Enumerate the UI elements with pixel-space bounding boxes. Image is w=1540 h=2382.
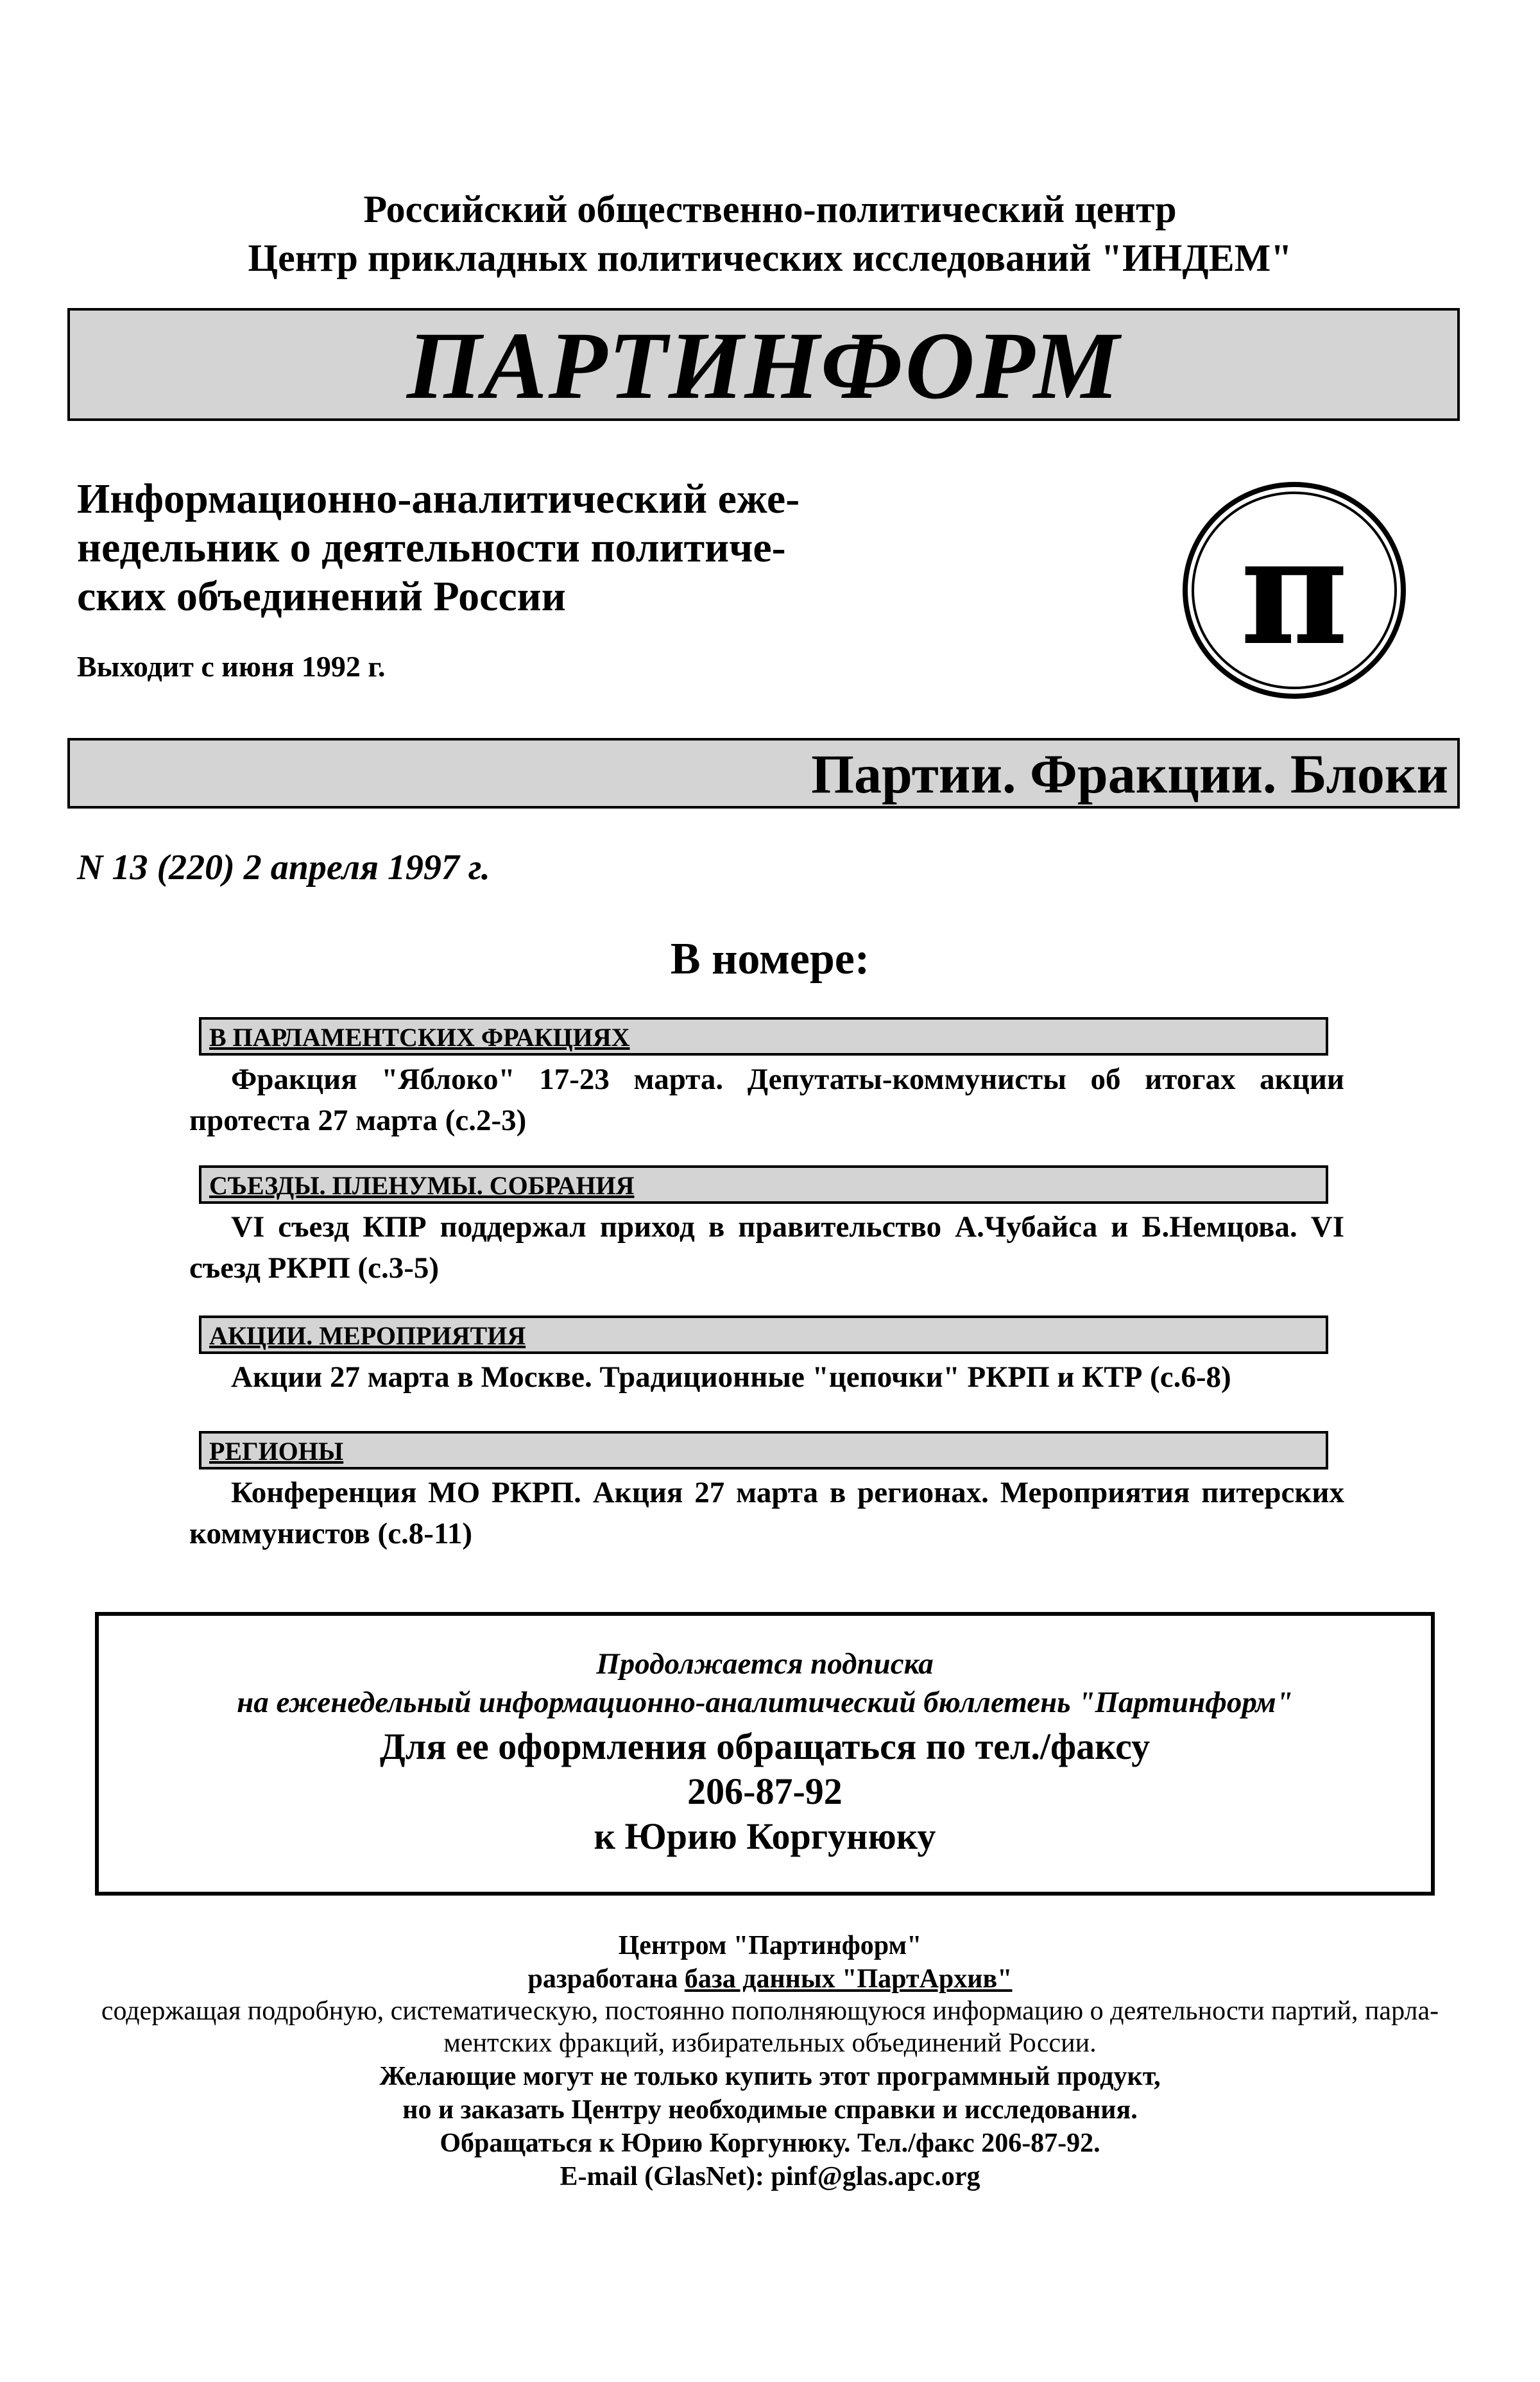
section-header-box bbox=[199, 1315, 1328, 1354]
footer-text: разработана bbox=[527, 1964, 685, 1994]
footer-line bbox=[0, 1964, 1540, 1994]
description-line: ских объединений России bbox=[77, 573, 566, 620]
section-band bbox=[67, 738, 1460, 809]
subscription-contact: к Юрию Коргунюку bbox=[594, 1815, 936, 1857]
footer-line: содержащая подробную, систематическую, постоянно пополняющуюся информацию о деятельности партий, парла- bbox=[101, 1996, 1439, 2026]
footer-line: ментских фракций, избирательных объединений России. bbox=[443, 2028, 1097, 2058]
publication-description bbox=[77, 475, 847, 621]
pi-logo-icon bbox=[1176, 475, 1412, 706]
section-label: АКЦИИ. МЕРОПРИЯТИЯ bbox=[209, 1321, 526, 1350]
footer-line: Обращаться к Юрию Коргунюку. Тел./факс 206-87-92. bbox=[440, 2129, 1100, 2158]
footer-line: Центром "Партинформ" bbox=[618, 1931, 922, 1960]
subscription-box bbox=[95, 1612, 1435, 1896]
title-box bbox=[67, 308, 1460, 421]
section-header-box bbox=[199, 1165, 1328, 1204]
band-title: Партии. Фракции. Блоки bbox=[811, 743, 1448, 805]
section-summary: VI съезд КПР поддержал приход в правительство А.Чубайса и Б.Немцова. VI съезд РКРП (с.3-5) bbox=[189, 1210, 1344, 1285]
section-label: РЕГИОНЫ bbox=[209, 1437, 344, 1466]
section-summary: Конференция МО РКРП. Акция 27 марта в регионах. Мероприятия питерских коммунистов (с.8-11) bbox=[189, 1476, 1344, 1550]
section-label: В ПАРЛАМЕНТСКИХ ФРАКЦИЯХ bbox=[209, 1023, 630, 1052]
section-summary: Фракция "Яблоко" 17-23 марта. Депутаты-коммунисты об итогах акции протеста 27 марта (с.2-3) bbox=[189, 1063, 1344, 1137]
subscription-line: на еженедельный информационно-аналитический бюллетень "Партинформ" bbox=[237, 1686, 1293, 1719]
subscription-phone: 206-87-92 bbox=[687, 1770, 843, 1812]
subscription-line: Для ее оформления обращаться по тел./факсу bbox=[379, 1726, 1151, 1767]
publication-title: ПАРТИНФОРМ bbox=[406, 313, 1121, 419]
database-link[interactable]: база данных "ПартАрхив" bbox=[684, 1964, 1013, 1994]
header-line-1: Российский общественно-политический центр bbox=[363, 188, 1177, 230]
issue-number: N 13 (220) 2 апреля 1997 г. bbox=[77, 848, 490, 887]
description-line: недельник о деятельности политиче- bbox=[77, 524, 786, 571]
section-summary: Акции 27 марта в Москве. Традиционные "цепочки" РКРП и КТР (с.6-8) bbox=[231, 1360, 1231, 1394]
since-note: Выходит с июня 1992 г. bbox=[77, 650, 386, 683]
footer-email: E-mail (GlasNet): pinf@glas.apc.org bbox=[560, 2162, 980, 2191]
contents-heading: В номере: bbox=[670, 934, 870, 984]
section-header-box bbox=[199, 1017, 1328, 1056]
footer-line: но и заказать Центру необходимые справки и исследования. bbox=[402, 2095, 1138, 2125]
description-line: Информационно-аналитический еже- bbox=[77, 476, 800, 522]
footer-line: Желающие могут не только купить этот программный продукт, bbox=[379, 2062, 1161, 2091]
logo-symbol: π bbox=[1240, 505, 1349, 678]
section-label: СЪЕЗДЫ. ПЛЕНУМЫ. СОБРАНИЯ bbox=[209, 1171, 635, 1200]
header-line-2: Центр прикладных политических исследований "ИНДЕМ" bbox=[248, 237, 1292, 279]
subscription-line: Продолжается подписка bbox=[596, 1647, 934, 1681]
section-header-box bbox=[199, 1431, 1328, 1469]
